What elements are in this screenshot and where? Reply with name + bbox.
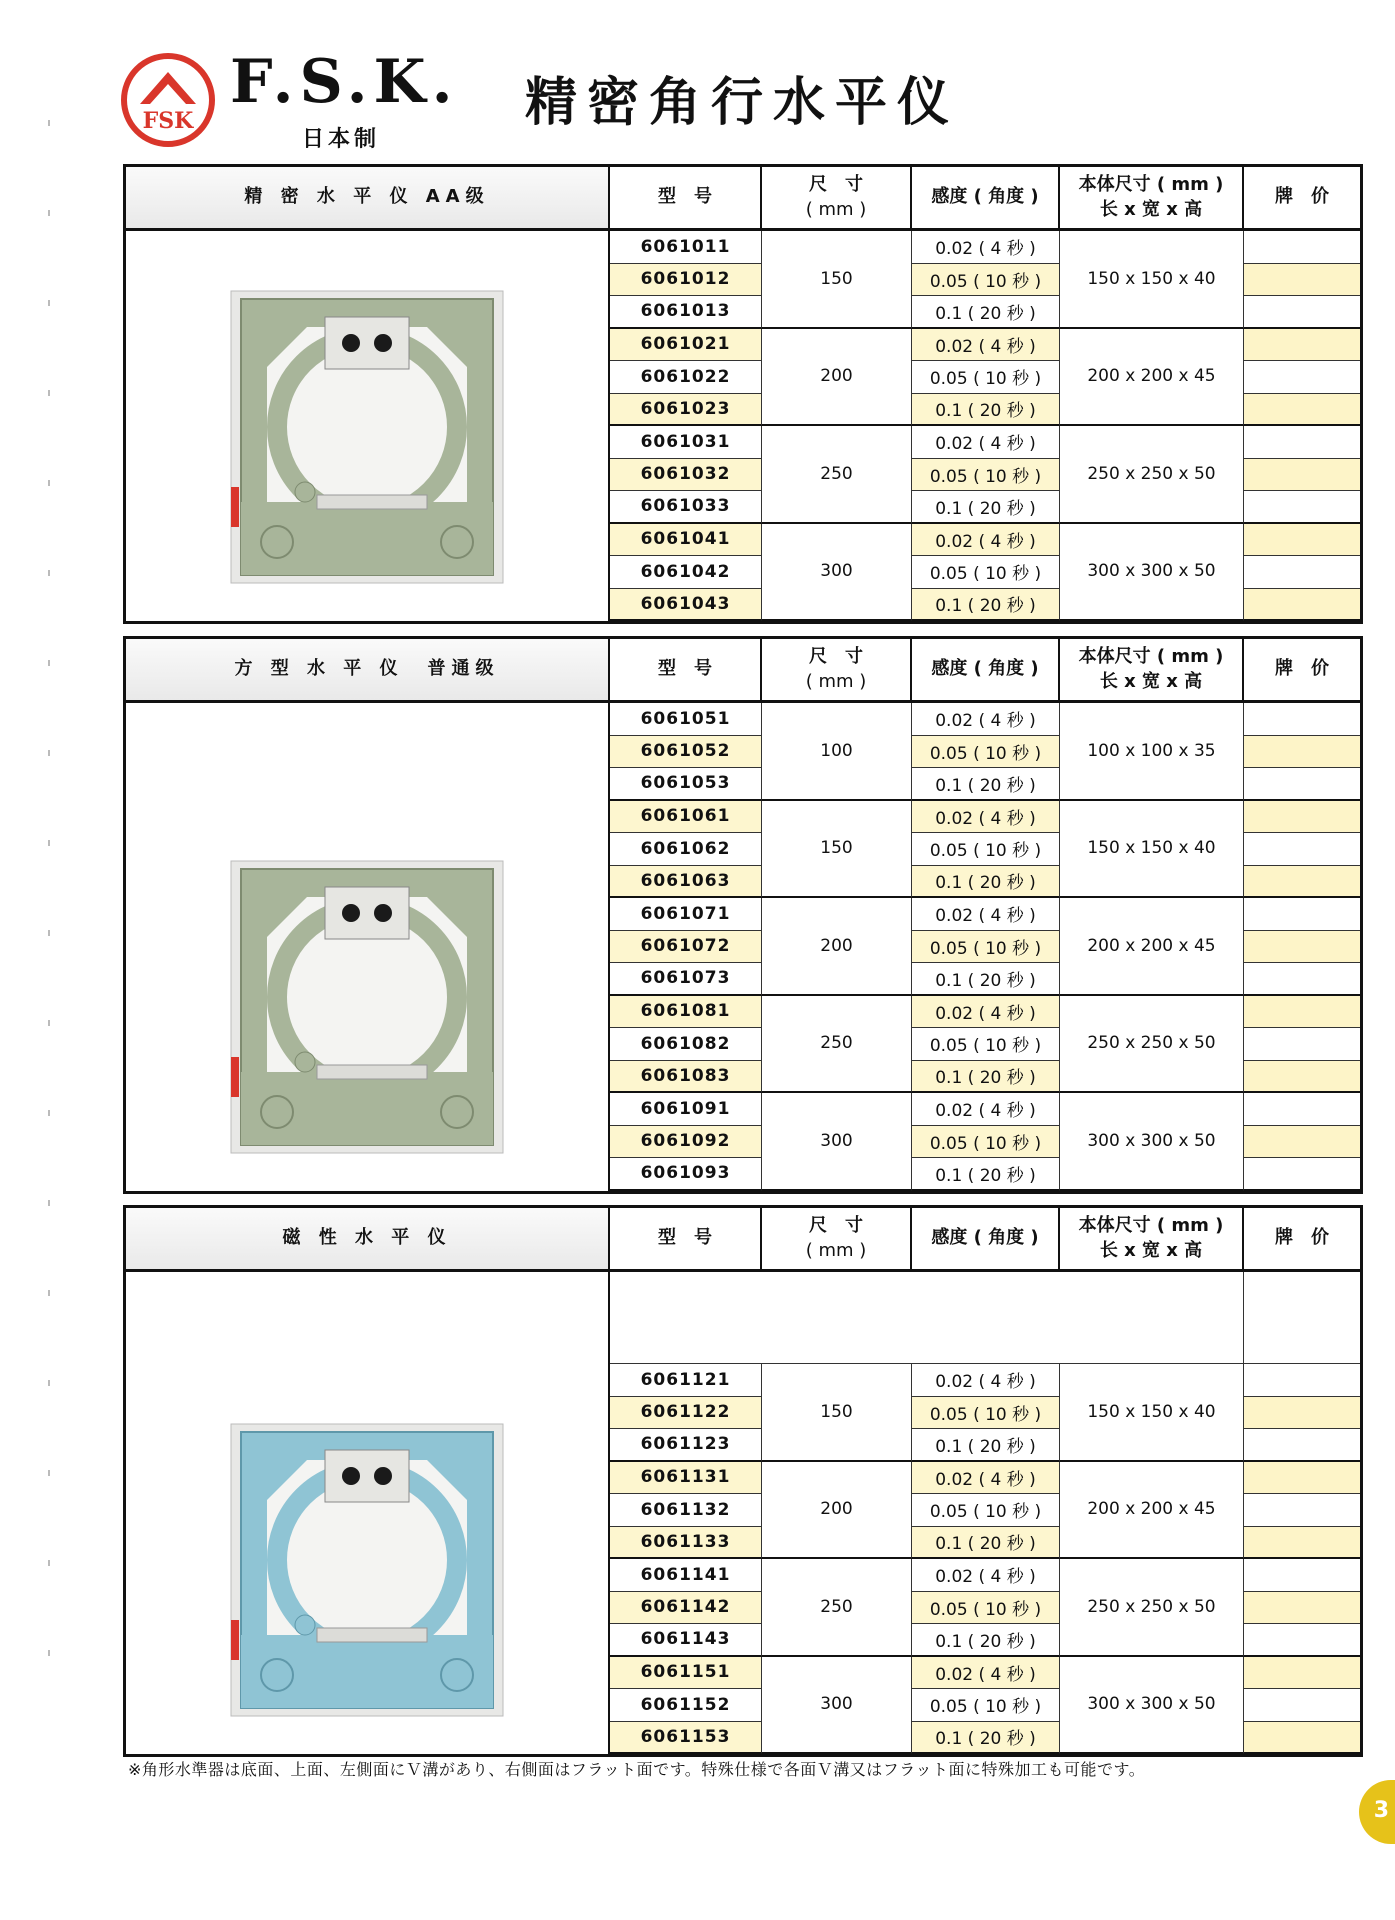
fsk-logo xyxy=(120,52,216,148)
price-cell xyxy=(1244,833,1360,866)
price-cell xyxy=(1244,931,1360,964)
column-body-dims: 长 x 宽 x 高 xyxy=(1099,670,1203,692)
body-size-cell: 150 x 150 x 40 xyxy=(1060,801,1244,899)
size-cell: 250 xyxy=(762,996,912,1094)
column-size-label: 尺 寸 xyxy=(809,1215,863,1237)
price-cell xyxy=(1244,1657,1360,1690)
model-number: 6061063 xyxy=(610,866,762,899)
model-number: 6061053 xyxy=(610,768,762,801)
column-price: 牌 价 xyxy=(1244,639,1360,703)
column-sensitivity: 感度 ( 角度 ) xyxy=(912,1208,1060,1272)
model-number: 6061082 xyxy=(610,1028,762,1061)
size-cell: 200 xyxy=(762,1462,912,1560)
price-cell xyxy=(1244,524,1360,557)
price-cell xyxy=(1244,329,1360,362)
margin-marks xyxy=(48,120,50,1720)
spirit-level-image xyxy=(227,287,507,587)
body-size-cell: 250 x 250 x 50 xyxy=(1060,996,1244,1094)
column-size xyxy=(762,1208,912,1272)
sensitivity-cell: 0.05 ( 10 秒 ) xyxy=(912,1592,1060,1625)
made-in-label: 日本制 xyxy=(302,127,381,152)
model-number: 6061013 xyxy=(610,296,762,329)
sensitivity-cell: 0.1 ( 20 秒 ) xyxy=(912,296,1060,329)
size-cell: 150 xyxy=(762,231,912,329)
sensitivity-cell: 0.1 ( 20 秒 ) xyxy=(912,768,1060,801)
page-number: 3 xyxy=(1373,1798,1389,1823)
product-image-cell xyxy=(126,703,610,1191)
price-cell xyxy=(1244,1093,1360,1126)
price-cell xyxy=(1244,703,1360,736)
sensitivity-cell: 0.05 ( 10 秒 ) xyxy=(912,1028,1060,1061)
model-number: 6061021 xyxy=(610,329,762,362)
size-cell: 250 xyxy=(762,426,912,524)
product-image-cell xyxy=(126,231,610,621)
price-cell xyxy=(1244,768,1360,801)
sensitivity-cell: 0.1 ( 20 秒 ) xyxy=(912,1429,1060,1462)
model-number: 6061032 xyxy=(610,459,762,492)
price-cell xyxy=(1244,898,1360,931)
body-size-cell: 300 x 300 x 50 xyxy=(1060,1657,1244,1755)
column-size-label: 尺 寸 xyxy=(809,174,863,196)
price-cell xyxy=(1244,264,1360,297)
body-size-cell: 250 x 250 x 50 xyxy=(1060,426,1244,524)
body-size-cell: 300 x 300 x 50 xyxy=(1060,524,1244,622)
price-cell xyxy=(1244,426,1360,459)
model-number: 6061081 xyxy=(610,996,762,1029)
price-cell xyxy=(1244,1364,1360,1397)
price-cell xyxy=(1244,1429,1360,1462)
model-number: 6061023 xyxy=(610,394,762,427)
column-size-unit: ( mm ) xyxy=(805,198,867,220)
body-size-cell: 200 x 200 x 45 xyxy=(1060,898,1244,996)
spirit-level-image xyxy=(227,1420,507,1720)
price-cell xyxy=(1244,1559,1360,1592)
model-number: 6061143 xyxy=(610,1624,762,1657)
price-cell xyxy=(1244,1397,1360,1430)
sensitivity-cell: 0.02 ( 4 秒 ) xyxy=(912,703,1060,736)
section-name: 精 密 水 平 仪 AA级 xyxy=(126,167,610,231)
price-cell xyxy=(1244,866,1360,899)
sensitivity-cell: 0.02 ( 4 秒 ) xyxy=(912,898,1060,931)
size-cell: 200 xyxy=(762,329,912,427)
body-size-cell: 200 x 200 x 45 xyxy=(1060,329,1244,427)
footnote: ※角形水準器は底面、上面、左側面にＶ溝があり、右側面はフラット面です。特殊仕様で各面Ｖ溝又はフラット面に特殊加工も可能です。 xyxy=(128,1760,1146,1779)
sensitivity-cell: 0.1 ( 20 秒 ) xyxy=(912,394,1060,427)
model-number: 6061141 xyxy=(610,1559,762,1592)
section-magnetic xyxy=(123,1205,1363,1757)
sensitivity-cell: 0.02 ( 4 秒 ) xyxy=(912,1364,1060,1397)
column-body-label: 本体尺寸 ( mm ) xyxy=(1078,646,1224,668)
model-number: 6061071 xyxy=(610,898,762,931)
model-number: 6061041 xyxy=(610,524,762,557)
size-cell: 200 xyxy=(762,898,912,996)
sensitivity-cell: 0.05 ( 10 秒 ) xyxy=(912,459,1060,492)
model-number: 6061133 xyxy=(610,1527,762,1560)
column-size-label: 尺 寸 xyxy=(809,646,863,668)
model-number: 6061031 xyxy=(610,426,762,459)
model-number: 6061062 xyxy=(610,833,762,866)
section-precision-aa xyxy=(123,164,1363,624)
spirit-level-image xyxy=(227,857,507,1157)
sensitivity-cell: 0.1 ( 20 秒 ) xyxy=(912,1061,1060,1094)
column-model: 型 号 xyxy=(610,167,762,231)
model-number: 6061151 xyxy=(610,1657,762,1690)
column-body-size xyxy=(1060,639,1244,703)
column-model: 型 号 xyxy=(610,1208,762,1272)
price-cell xyxy=(1244,1624,1360,1657)
column-sensitivity: 感度 ( 角度 ) xyxy=(912,639,1060,703)
price-cell xyxy=(1244,296,1360,329)
sensitivity-cell: 0.02 ( 4 秒 ) xyxy=(912,426,1060,459)
model-number: 6061093 xyxy=(610,1158,762,1191)
size-cell: 250 xyxy=(762,1559,912,1657)
price-cell xyxy=(1244,963,1360,996)
sensitivity-cell: 0.1 ( 20 秒 ) xyxy=(912,491,1060,524)
sensitivity-cell: 0.02 ( 4 秒 ) xyxy=(912,231,1060,264)
price-cell xyxy=(1244,1126,1360,1159)
price-cell xyxy=(1244,996,1360,1029)
price-table xyxy=(123,1205,1363,1757)
price-cell xyxy=(1244,361,1360,394)
model-number: 6061091 xyxy=(610,1093,762,1126)
sensitivity-cell: 0.05 ( 10 秒 ) xyxy=(912,361,1060,394)
price-cell xyxy=(1244,491,1360,524)
model-number: 6061033 xyxy=(610,491,762,524)
sensitivity-cell: 0.1 ( 20 秒 ) xyxy=(912,1722,1060,1755)
column-body-size xyxy=(1060,167,1244,231)
model-number: 6061073 xyxy=(610,963,762,996)
column-body-dims: 长 x 宽 x 高 xyxy=(1099,1239,1203,1261)
model-number: 6061092 xyxy=(610,1126,762,1159)
sensitivity-cell: 0.05 ( 10 秒 ) xyxy=(912,1397,1060,1430)
model-number: 6061042 xyxy=(610,556,762,589)
column-model: 型 号 xyxy=(610,639,762,703)
column-size xyxy=(762,167,912,231)
body-size-cell: 150 x 150 x 40 xyxy=(1060,231,1244,329)
sensitivity-cell: 0.1 ( 20 秒 ) xyxy=(912,1527,1060,1560)
body-size-cell: 100 x 100 x 35 xyxy=(1060,703,1244,801)
body-size-cell: 250 x 250 x 50 xyxy=(1060,1559,1244,1657)
sensitivity-cell: 0.1 ( 20 秒 ) xyxy=(912,589,1060,622)
model-number: 6061072 xyxy=(610,931,762,964)
model-number: 6061011 xyxy=(610,231,762,264)
price-cell xyxy=(1244,1158,1360,1191)
column-size-unit: ( mm ) xyxy=(805,1239,867,1261)
column-sensitivity: 感度 ( 角度 ) xyxy=(912,167,1060,231)
sensitivity-cell: 0.05 ( 10 秒 ) xyxy=(912,1494,1060,1527)
sensitivity-cell: 0.05 ( 10 秒 ) xyxy=(912,1689,1060,1722)
section-name: 方 型 水 平 仪 普通级 xyxy=(126,639,610,703)
size-cell: 300 xyxy=(762,1657,912,1755)
sensitivity-cell: 0.02 ( 4 秒 ) xyxy=(912,801,1060,834)
price-cell xyxy=(1244,1689,1360,1722)
column-size xyxy=(762,639,912,703)
svg-text:FSK: FSK xyxy=(142,108,194,134)
price-table xyxy=(123,164,1363,624)
model-number: 6061083 xyxy=(610,1061,762,1094)
model-number: 6061123 xyxy=(610,1429,762,1462)
body-size-cell: 300 x 300 x 50 xyxy=(1060,1093,1244,1191)
column-body-dims: 长 x 宽 x 高 xyxy=(1099,198,1203,220)
sensitivity-cell: 0.05 ( 10 秒 ) xyxy=(912,833,1060,866)
sensitivity-cell: 0.1 ( 20 秒 ) xyxy=(912,963,1060,996)
body-size-cell: 150 x 150 x 40 xyxy=(1060,1364,1244,1462)
model-number: 6061152 xyxy=(610,1689,762,1722)
price-cell xyxy=(1244,394,1360,427)
price-cell xyxy=(1244,1592,1360,1625)
model-number: 6061132 xyxy=(610,1494,762,1527)
sensitivity-cell: 0.02 ( 4 秒 ) xyxy=(912,329,1060,362)
price-cell xyxy=(1244,1028,1360,1061)
sensitivity-cell: 0.02 ( 4 秒 ) xyxy=(912,1462,1060,1495)
model-number: 6061142 xyxy=(610,1592,762,1625)
sensitivity-cell: 0.05 ( 10 秒 ) xyxy=(912,931,1060,964)
column-body-label: 本体尺寸 ( mm ) xyxy=(1078,1215,1224,1237)
price-cell xyxy=(1244,1722,1360,1755)
section-square-standard xyxy=(123,636,1363,1194)
sensitivity-cell: 0.1 ( 20 秒 ) xyxy=(912,866,1060,899)
model-number: 6061012 xyxy=(610,264,762,297)
model-number: 6061122 xyxy=(610,1397,762,1430)
size-cell: 300 xyxy=(762,524,912,622)
page-number-tab xyxy=(1359,1780,1395,1844)
column-price: 牌 价 xyxy=(1244,167,1360,231)
price-cell xyxy=(1244,459,1360,492)
sensitivity-cell: 0.05 ( 10 秒 ) xyxy=(912,556,1060,589)
size-cell: 150 xyxy=(762,801,912,899)
model-number: 6061051 xyxy=(610,703,762,736)
price-cell xyxy=(1244,231,1360,264)
model-number: 6061043 xyxy=(610,589,762,622)
size-cell: 150 xyxy=(762,1364,912,1462)
sensitivity-cell: 0.02 ( 4 秒 ) xyxy=(912,996,1060,1029)
column-body-label: 本体尺寸 ( mm ) xyxy=(1078,174,1224,196)
column-price: 牌 价 xyxy=(1244,1208,1360,1272)
price-cell xyxy=(1244,1494,1360,1527)
sensitivity-cell: 0.05 ( 10 秒 ) xyxy=(912,1126,1060,1159)
model-number: 6061121 xyxy=(610,1364,762,1397)
size-cell: 300 xyxy=(762,1093,912,1191)
model-number: 6061061 xyxy=(610,801,762,834)
column-size-unit: ( mm ) xyxy=(805,670,867,692)
column-body-size xyxy=(1060,1208,1244,1272)
sensitivity-cell: 0.02 ( 4 秒 ) xyxy=(912,524,1060,557)
model-number: 6061052 xyxy=(610,736,762,769)
model-number: 6061131 xyxy=(610,1462,762,1495)
model-number: 6061022 xyxy=(610,361,762,394)
price-cell xyxy=(1244,736,1360,769)
product-image-cell xyxy=(126,1272,610,1754)
size-cell: 100 xyxy=(762,703,912,801)
price-cell xyxy=(1244,589,1360,622)
sensitivity-cell: 0.1 ( 20 秒 ) xyxy=(912,1158,1060,1191)
model-number: 6061153 xyxy=(610,1722,762,1755)
price-cell xyxy=(1244,556,1360,589)
sensitivity-cell: 0.1 ( 20 秒 ) xyxy=(912,1624,1060,1657)
brand-name: F.S.K. xyxy=(230,47,459,117)
price-cell xyxy=(1244,1462,1360,1495)
sensitivity-cell: 0.02 ( 4 秒 ) xyxy=(912,1093,1060,1126)
blank-row xyxy=(610,1272,1244,1364)
price-cell xyxy=(1244,801,1360,834)
price-cell xyxy=(1244,1272,1360,1364)
sensitivity-cell: 0.05 ( 10 秒 ) xyxy=(912,264,1060,297)
price-cell xyxy=(1244,1527,1360,1560)
sensitivity-cell: 0.02 ( 4 秒 ) xyxy=(912,1559,1060,1592)
sensitivity-cell: 0.05 ( 10 秒 ) xyxy=(912,736,1060,769)
price-cell xyxy=(1244,1061,1360,1094)
section-name: 磁 性 水 平 仪 xyxy=(126,1208,610,1272)
body-size-cell: 200 x 200 x 45 xyxy=(1060,1462,1244,1560)
price-table xyxy=(123,636,1363,1194)
page-title: 精密角行水平仪 xyxy=(525,73,960,133)
sensitivity-cell: 0.02 ( 4 秒 ) xyxy=(912,1657,1060,1690)
